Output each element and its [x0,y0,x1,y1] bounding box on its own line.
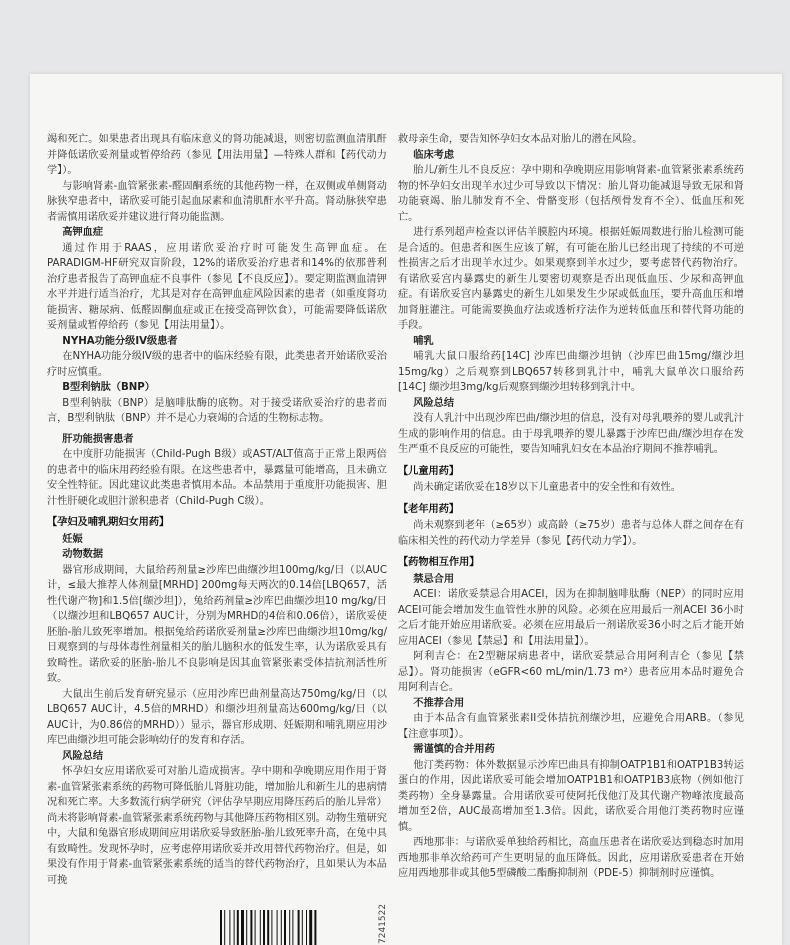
paragraph: 与影响肾素-血管紧张素-醛固酮系统的其他药物一样，在双侧或单侧肾动脉狭窄患者中，诺欣妥可能引起血尿素和血清肌酐水平升高。肾动脉狭窄患者需慎用诺欣妥并建议进行肾功能监测。 [47,180,387,223]
paragraph: 胎儿/新生儿不良反应：孕中期和孕晚期应用影响肾素-血管紧张素系统药物的怀孕妇女出现羊水过少可导致以下情况：胎儿肾功能减退导致无尿和肾功能衰竭、胎儿肺发育不全、骨骼变形（包括颅骨发育不全）、低血压和死亡。 [398,165,744,223]
barcode-bar [271,910,272,945]
paragraph: 大鼠出生前后发育研究显示（应用沙库巴曲剂量高达750mg/kg/日（以LBQ657 AUC计，4.5倍的MRHD）和缬沙坦剂量高达600mg/kg/日（以AUC计，为0.86倍的MRHD））显示，器官形成期、妊娠期和哺乳期应用沙库巴曲缬沙坦可能会影响幼仔的发育和存活。 [47,688,387,746]
paragraph: 在NYHA功能分级IV级的患者中的临床经验有限，此类患者开始诺欣妥治疗时应慎重。 [47,351,387,378]
barcode-bar [306,910,307,945]
barcode-bar [229,910,230,945]
paragraph: 西地那非：与诺欣妥单独给药相比，高血压患者在诺欣妥达到稳态时加用西地那非单次给药可产生更明显的血压降低。因此，应用诺欣妥患者在开始应用西地那非或其他5型磷酸二酯酶抑制剂（PDE-5）抑制剂时应谨慎。 [398,837,744,879]
paragraph: 哺乳大鼠口服给药[14C] 沙库巴曲缬沙坦钠（沙库巴曲15mg/缬沙坦15mg/kg）之后观察到LBQ657转移到乳汁中，哺乳大鼠单次口服给药[14C] 缬沙坦3mg/kg后观察到缬沙坦转移到乳汁中。 [398,351,744,393]
paragraph: ACEI：诺欣妥禁忌合用ACEI，因为在抑制脑啡肽酶（NEP）的同时应用ACEI可能会增加发生血管性水肿的风险。必须在应用最后一剂ACEI 36小时之后才能开始应用诺欣妥。必须在应用最后一剂诺欣妥36小时之后才能开始应用ACEI（参见【禁忌】和【用法用量】）。 [398,589,744,647]
paragraph: B型利钠肽（BNP）是脑啡肽酶的底物。对于接受诺欣妥治疗的患者而言，B型利钠肽（BNP）并不是心力衰竭的合适的生物标志物。 [47,397,387,424]
subheading-hepatic: 肝功能损害患者 [62,433,134,445]
subheading-risk-summary-lactation: 风险总结 [413,397,455,409]
subheading-hyperkalemia: 高钾血症 [62,227,104,238]
barcode-number: 7241522 [378,903,388,944]
subheading-animal-data: 动物数据 [62,549,104,560]
paragraph: 阿利吉仑：在2型糖尿病患者中，诺欣妥禁忌合用阿利吉仑（参见【禁忌】）。肾功能损害（eGFR<60 mL/min/1.73 m²）患者应用本品时避免合用阿利吉仑。 [398,651,744,693]
paragraph: 进行系列超声检查以评估羊膜腔内环境。根据妊娠周数进行胎儿检测可能是合适的。但患者和医生应该了解，有可能在胎儿已经出现了持续的不可逆性损害之后才出现羊水过少。如果观察到羊水过少，要考虑替代药物治疗。有诺欣妥宫内暴露史的新生儿要密切观察是否出现低血压、少尿和高钾血症。有诺欣妥宫内暴露史的新生儿如果发生少尿或低血压，要升高血压和增加肾脏灌注。可能需要换血疗法或透析疗法作为逆转低血压和替代肾功能的手段。 [398,227,744,331]
paragraph: 竭和死亡。如果患者出现具有临床意义的肾功能减退，则密切监测血清肌酐并降低诺欣妥剂量或暂停给药（参见【用法用量】—特殊人群和【药代动力学】）。 [47,134,387,176]
barcode-bar [224,910,225,945]
barcode-bar [220,910,222,945]
barcode-bar [292,910,293,945]
barcode-bar [241,910,244,945]
paragraph: 尚未确定诺欣妥在18岁以下儿童患者中的安全性和有效性。 [413,482,681,493]
subheading-not-recommended: 不推荐合用 [413,697,465,709]
barcode-bar [309,910,312,945]
barcode-bar [250,910,252,945]
subheading-bnp: B型利钠肽（BNP） [62,382,155,393]
subheading-contraindicated: 禁忌合用 [413,573,455,585]
barcode-bar [277,910,278,945]
paragraph: 在中度肝功能损害（Child-Pugh B级）或AST/ALT值高于正常上限两倍的患者中的临床用药经验有限。在这些患者中，暴露量可能增高，且未确立安全性特征。因此建议此类患者慎用本品。本品禁用于重度肝功能损害、胆汁性肝硬化或胆汁淤积患者（Child-Pugh C级）。 [47,449,387,507]
barcode-bar [260,910,261,945]
paragraph: 通过作用于RAAS，应用诺欣妥治疗时可能发生高钾血症。在PARADIGM-HF研究双盲阶段，12%的诺欣妥治疗患者和14%的依那普利治疗患者报告了高钾血症不良事件（参见【不良反应】）。要定期监测血清钾水平并进行适当治疗，尤其是对存在高钾血症风险因素的患者（如重度肾功能损害、糖尿病、低醛固酮血症或正在接受高钾饮食），可能需要降低诺欣妥剂量或暂停给药（参见【用法用量】）。 [47,242,387,331]
paragraph: 器官形成期间，大鼠给药剂量≥沙库巴曲缬沙坦100mg/kg/日（以AUC计，≤最大推荐人体剂量[MRHD] 200mg每天两次的0.14倍[LBQ657，活性代谢产物]和1.5倍[缬沙坦]），兔给药剂量≥沙库巴曲缬沙坦10 mg/kg/日（以缬沙坦和LBQ657 AUC计，分别为MRHD的4倍和0.06倍），诺欣妥使胚胎-胎儿致死率增加。根据兔给药诺欣妥剂量≥沙库巴曲缬沙坦10mg/kg/日观察到的与母体毒性剂量相关的胎儿脑积水的低发生率，认为诺欣妥具有致畸性。诺欣妥的胚胎-胎儿不良影响是因其血管紧张素受体拮抗剂活性所致。 [47,564,387,684]
section-title-interactions: 【药物相互作用】 [398,557,480,568]
paragraph: 尚未观察到老年（≥65岁）或高龄（≥75岁）患者与总体人群之间存在有临床相关性的药代动力学差异（参见【药代动力学】）。 [398,520,744,547]
paragraph: 没有人乳汁中出现沙库巴曲/缬沙坦的信息，没有对母乳喂养的婴儿或乳汁生成的影响作用的信息。由于母乳喂养的婴儿暴露于沙库巴曲/缬沙坦存在发生严重不良反应的可能性，要告知哺乳妇女在本品治疗期间不推荐哺乳。 [398,413,744,455]
barcode-bar [281,910,282,945]
barcode-bar [234,910,235,945]
paragraph: 救母亲生命，要告知怀孕妇女本品对胎儿的潜在风险。 [398,134,643,145]
barcode-bar [289,910,290,945]
section-title-pediatric: 【儿童用药】 [398,465,460,477]
barcode-bar [314,910,316,945]
barcode-bar [284,910,286,945]
left-column [47,132,387,888]
subheading-risk-summary: 风险总结 [62,750,104,762]
barcode-bar [302,910,303,945]
paragraph: 由于本品含有血管紧张素II受体拮抗剂缬沙坦，应避免合用ARB。（参见【注意事项】）。 [398,713,744,740]
barcode-bar [246,910,247,945]
section-title-geriatric: 【老年用药】 [398,503,460,515]
barcode-bar [255,910,256,945]
paragraph: 他汀类药物：体外数据显示沙库巴曲具有抑制OATP1B1和OATP1B3转运蛋白的作用，因此诺欣妥可能会增加OATP1B1和OATP1B3底物（例如他汀类药物）全身暴露量。合用诺欣妥可使阿托伐他汀及其代谢产物峰浓度最高增加至2倍，AUC最高增加至1.3倍。因此，诺欣妥合用他汀类药物时应谨慎。 [398,759,744,833]
right-column [398,132,744,882]
barcode-bar [298,910,300,945]
barcode [220,900,380,945]
barcode-bar [267,910,269,945]
subheading-pregnancy: 妊娠 [62,533,83,545]
subheading-clinical: 临床考虑 [413,149,455,161]
subheading-caution: 需谨慎的合并用药 [413,744,495,755]
barcode-bar [263,910,265,945]
subheading-nyha: NYHA功能分级IV级患者 [62,335,178,347]
paragraph: 怀孕妇女应用诺欣妥可对胎儿造成损害。孕中期和孕晚期应用作用于肾素-血管紧张素系统的药物可降低胎儿肾脏功能，增加胎儿和新生儿的患病情况和死亡率。大多数流行病学研究（评估孕早期应用降压药后的胎儿异常）尚未将影响肾素-血管紧张素系统药物与其他降压药物相区别。动物生殖研究中，大鼠和兔器官形成期间应用诺欣妥导致胚胎-胎儿致死率升高，在兔中具有致畸性。发现怀孕时，应考虑停用诺欣妥并改用替代药物治疗。但是，如果没有作用于肾素-血管紧张素系统的适当的替代药物治疗，且如果认为本品可挽 [47,766,387,886]
section-title-pregnancy: 【孕妇及哺乳期妇女用药】 [47,517,170,528]
barcode-bar [237,910,239,945]
subheading-lactation: 哺乳 [413,335,434,347]
